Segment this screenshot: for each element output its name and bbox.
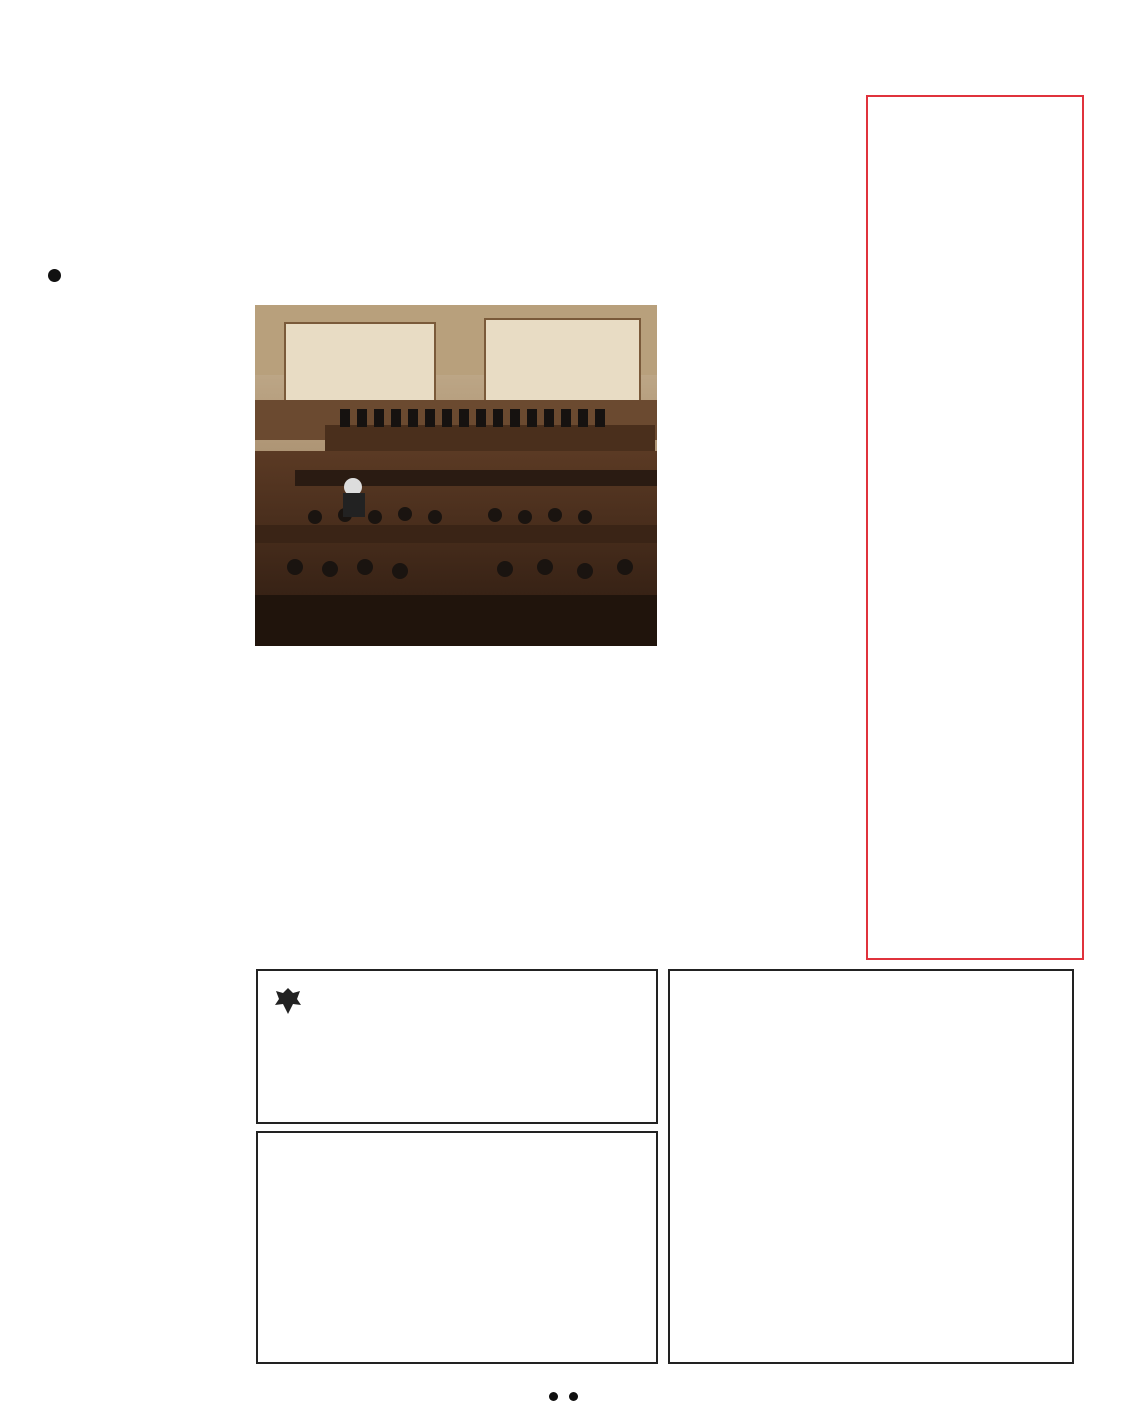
ad-fendipetroleo [256, 1131, 658, 1364]
sidebar-box [866, 95, 1084, 960]
deck [48, 268, 67, 286]
ad-defensa [256, 969, 658, 1124]
court-photo [255, 305, 657, 646]
footer-bullet-icon [549, 1392, 558, 1401]
footer [0, 1392, 1127, 1404]
footer-bullet-icon-2 [569, 1392, 578, 1401]
ad-monzagas [668, 969, 1074, 1364]
court-photo-illustration [255, 305, 657, 646]
coat-of-arms-icon [272, 985, 304, 1022]
bullet-icon [48, 269, 61, 282]
